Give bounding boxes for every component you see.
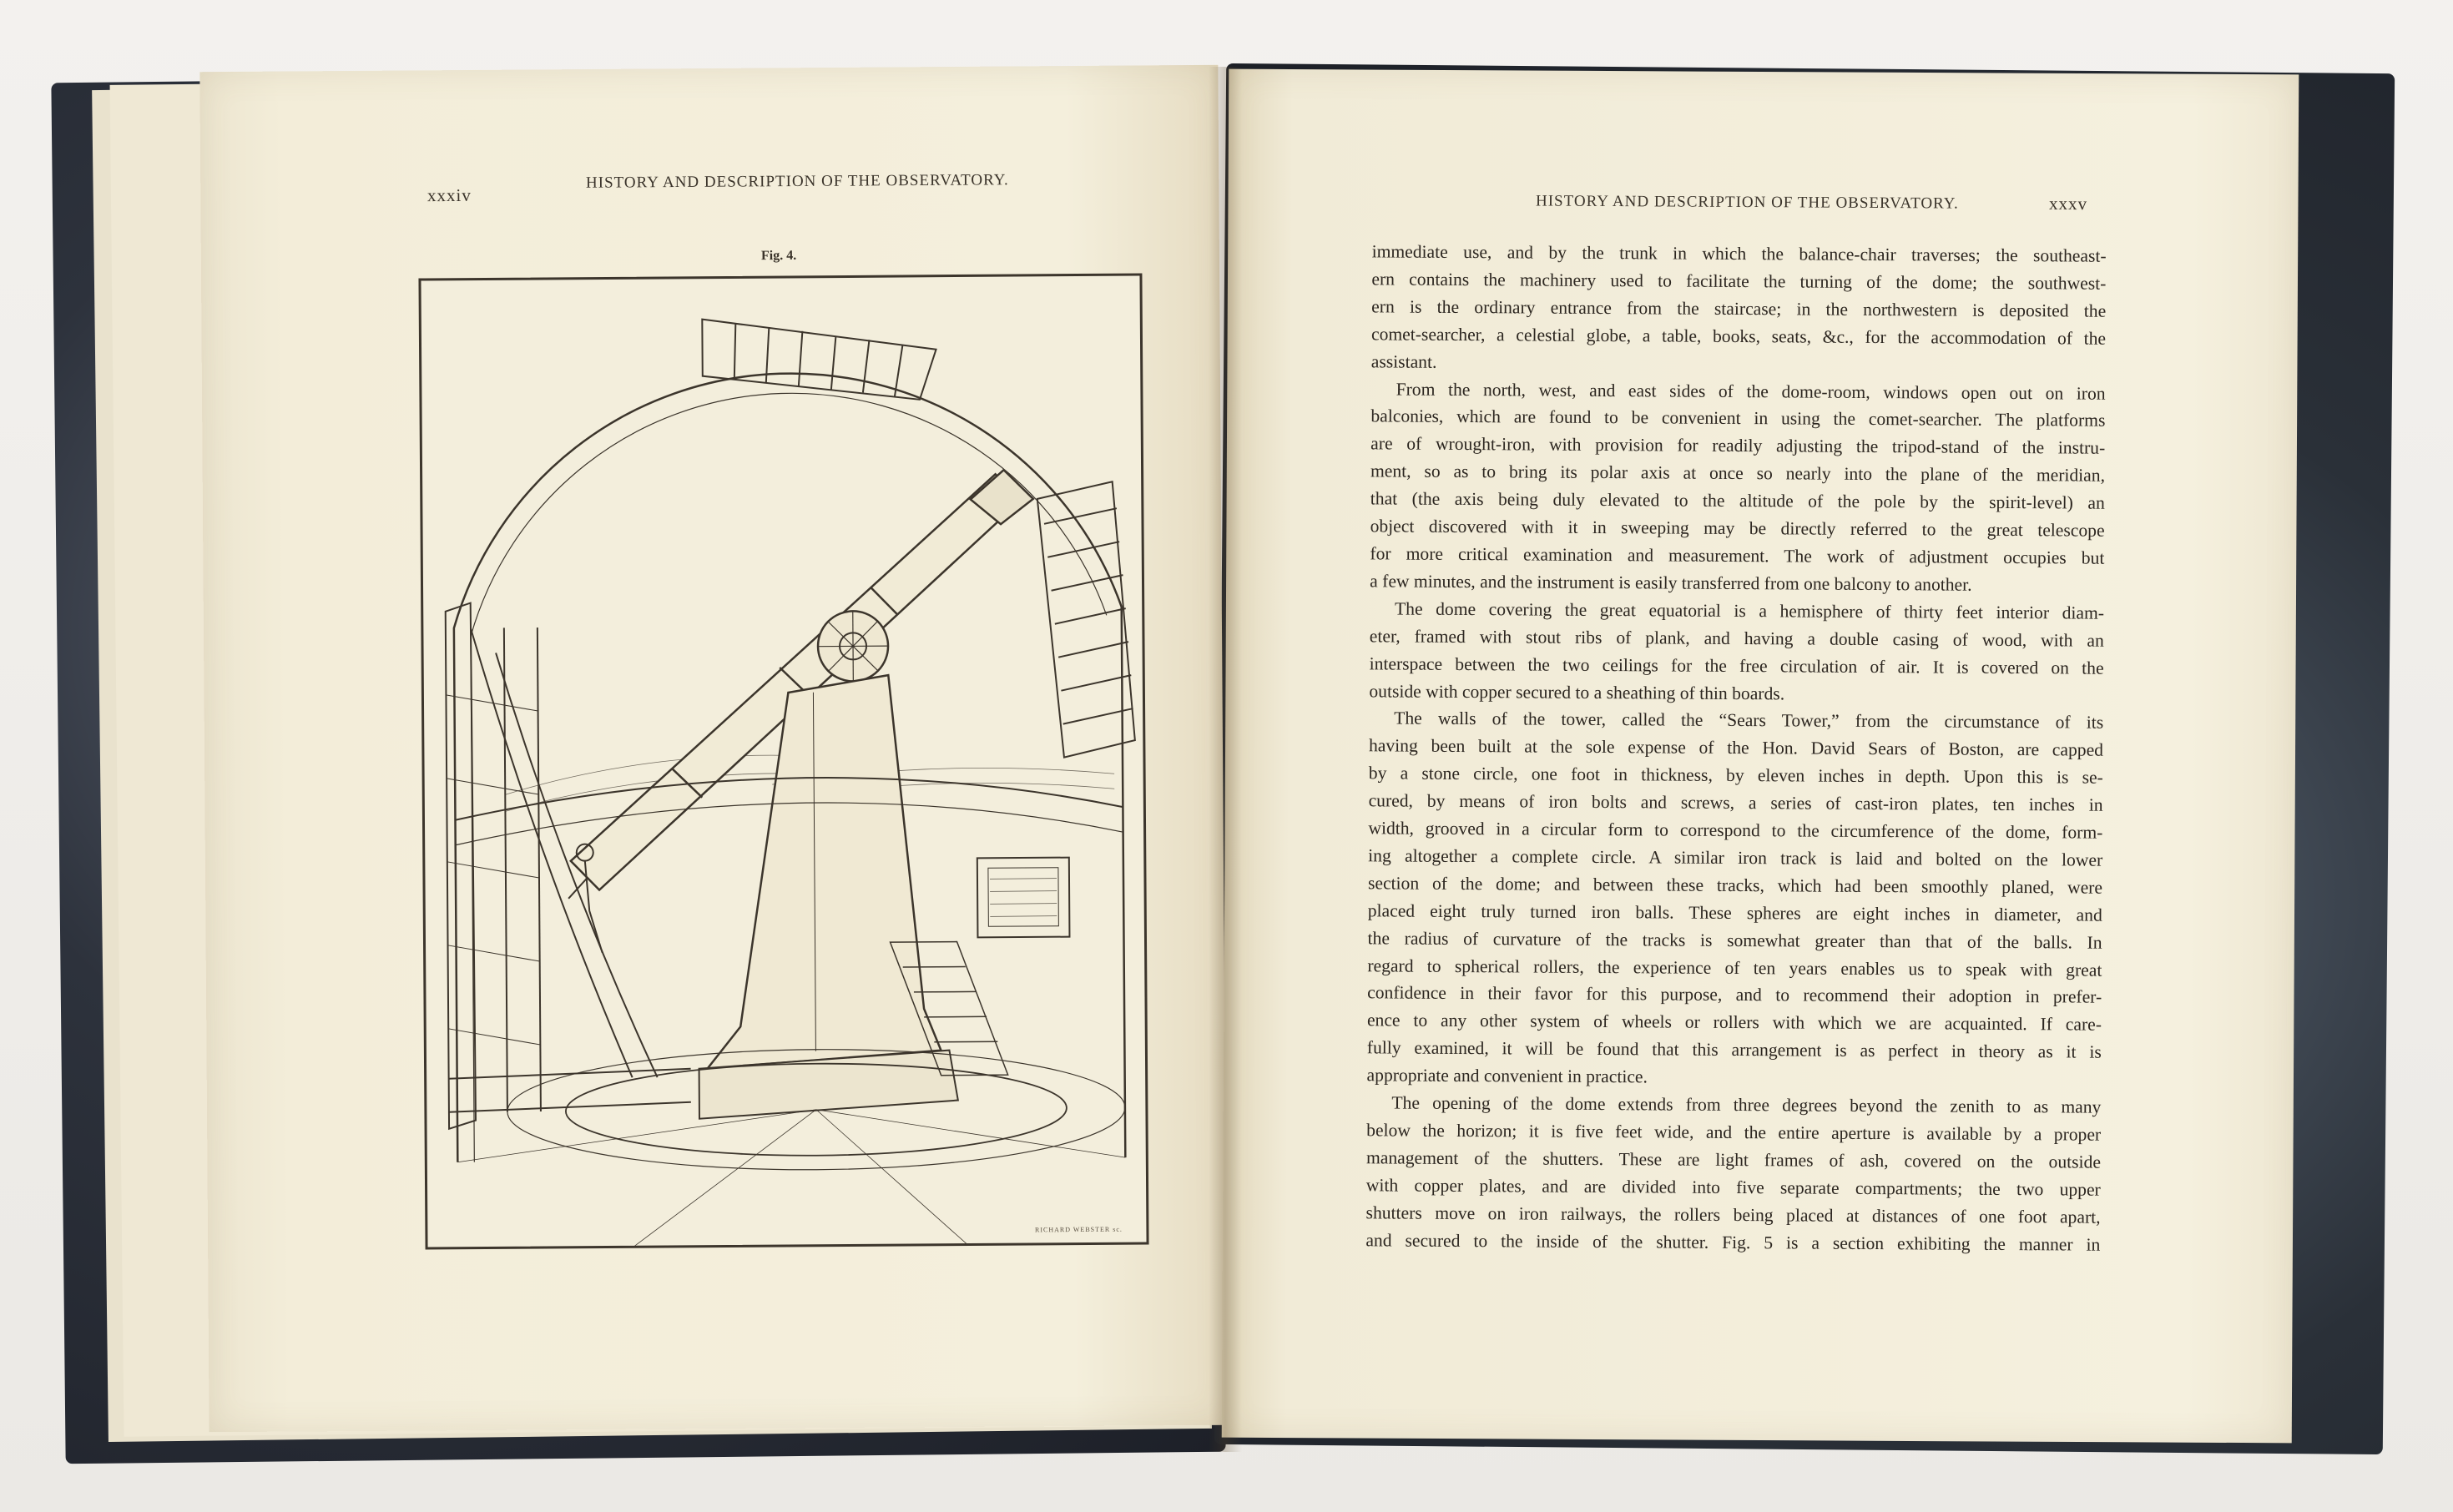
text-line: object discovered with it in sweeping may be directly referred to the great telescope	[1370, 516, 2105, 541]
text-line: that (the axis being duly elevated to the altitude of the pole by the spirit-level) an	[1370, 488, 2105, 513]
text-line: placed eight truly turned iron balls. These spheres are eight inches in diameter, and	[1367, 900, 2102, 925]
text-line: with copper plates, and are divided into five separate compartments; the two upper	[1365, 1175, 2101, 1200]
text-line: outside with copper secured to a sheathing of thin boards.	[1369, 680, 1785, 703]
left-page-folio: xxxiv	[426, 184, 472, 206]
text-line: management of the shutters. These are light frames of ash, covered on the outside	[1365, 1147, 2102, 1172]
text-line: ence to any other system of wheels or rollers with which we are acquainted. If care-	[1366, 1010, 2102, 1036]
text-line: assistant.	[1370, 350, 1437, 372]
text-line: ment, so as to bring its polar axis at once so nearly into the plane of the meridian,	[1370, 461, 2106, 486]
figure-label: Fig. 4.	[760, 248, 797, 264]
text-line: cured, by means of iron bolts and screws, a series of cast-iron plates, ten inches in	[1368, 790, 2103, 815]
telescope-engraving	[418, 273, 1149, 1250]
text-line: having been built at the sole expense of the Hon. David Sears of Boston, are capped	[1368, 735, 2104, 761]
text-line: the radius of curvature of the tracks is somewhat greater than that of the balls. In	[1367, 927, 2102, 953]
text-line: comet-searcher, a celestial globe, a table, books, seats, &c., for the accommodation of the	[1370, 324, 2107, 349]
body-text	[1365, 238, 2106, 1258]
text-line: interspace between the two ceilings for the free circulation of air. It is covered on the	[1369, 653, 2104, 678]
text-line: section of the dome; and between these tracks, which had been smoothly planed, were	[1367, 873, 2103, 898]
text-line: immediate use, and by the trunk in which the balance-chair traverses; the southeast-	[1371, 241, 2107, 266]
text-line: are of wrought-iron, with provision for readily adjusting the tripod-stand of the instru-	[1370, 433, 2106, 459]
text-line: ern is the ordinary entrance from the staircase; in the northwestern is deposited the	[1371, 296, 2107, 321]
text-line: by a stone circle, one foot in thickness, by eleven inches in depth. Upon this is se-	[1368, 763, 2103, 788]
text-line: and secured to the inside of the shutter. Fig. 5 is a section exhibiting the manner in	[1365, 1229, 2101, 1255]
left-running-head: HISTORY AND DESCRIPTION OF THE OBSERVATORY.	[585, 171, 1009, 192]
text-line: eter, framed with stout ribs of plank, and having a double casing of wood, with an	[1369, 626, 2104, 651]
text-line: appropriate and convenient in practice.	[1366, 1065, 1648, 1087]
text-line: balconies, which are found to be convenient in using the comet-searcher. The platforms	[1370, 406, 2106, 431]
engraver-credit: RICHARD WEBSTER sc.	[1034, 1225, 1123, 1234]
text-line: ern contains the machinery used to facilitate the turning of the dome; the southwest-	[1371, 269, 2107, 294]
text-line: The opening of the dome extends from three degrees beyond the zenith to as many	[1391, 1092, 2102, 1117]
text-line: The walls of the tower, called the “Sears Tower,” from the circumstance of its	[1394, 708, 2104, 733]
text-line: for more critical examination and measurement. The work of adjustment occupies but	[1370, 543, 2105, 568]
text-line: confidence in their favor for this purpose, and to recommend their adoption in prefer-	[1367, 982, 2102, 1008]
right-page-folio: xxxv	[2048, 193, 2088, 214]
text-line: width, grooved in a circular form to correspond to the circumference of the dome, form-	[1368, 818, 2103, 843]
text-line: below the horizon; it is five feet wide, and the entire aperture is available by a proper	[1366, 1120, 2102, 1145]
text-line: fully examined, it will be found that this arrangement is as perfect in theory as it is	[1366, 1037, 2102, 1062]
text-line: From the north, west, and east sides of the dome-room, windows open out on iron	[1396, 379, 2106, 404]
text-line: shutters move on iron railways, the rollers being placed at distances of one foot apart,	[1365, 1202, 2101, 1227]
book-gutter	[1209, 67, 1242, 1452]
text-line: a few minutes, and the instrument is easily transferred from one balcony to another.	[1370, 571, 1972, 595]
text-line: The dome covering the great equatorial is a hemisphere of thirty feet interior diam-	[1394, 598, 2105, 623]
text-line: regard to spherical rollers, the experience of ten years enables us to speak with great	[1367, 955, 2102, 980]
right-running-head: HISTORY AND DESCRIPTION OF THE OBSERVATORY.	[1535, 192, 1959, 213]
text-line: ing altogether a complete circle. A similar iron track is laid and bolted on the lower	[1368, 845, 2103, 870]
